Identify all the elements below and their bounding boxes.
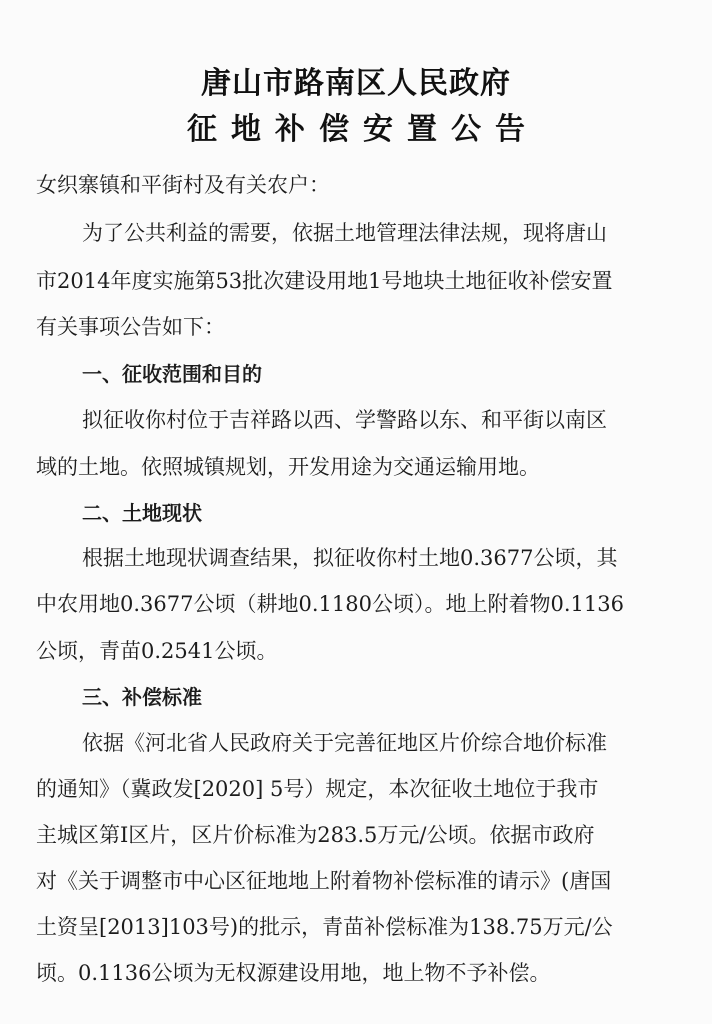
- section-body-line: 公顷，青苗0.2541公顷。: [36, 639, 278, 663]
- section-body-line: 的通知》（冀政发[2020] 5号）规定，本次征收土地位于我市: [36, 777, 599, 801]
- section-body-line: 拟征收你村位于吉祥路以西、学警路以东、和平街以南区: [82, 408, 607, 432]
- intro-line: 市2014年度实施第53批次建设用地1号地块土地征收补偿安置: [36, 269, 613, 293]
- section-body-line: 中农用地0.3677公顷（耕地0.1180公顷）。地上附着物0.1136: [36, 592, 624, 616]
- section-body-line: 顷。0.1136公顷为无权源建设用地，地上物不予补偿。: [36, 961, 551, 985]
- document-title-line-1: 唐山市路南区人民政府: [201, 66, 511, 101]
- section-body-line: 土资呈[2013]103号)的批示，青苗补偿标准为138.75万元/公: [36, 915, 613, 939]
- section-body-line: 根据土地现状调查结果，拟征收你村土地0.3677公顷，其: [82, 546, 618, 570]
- document-title-line-2: 征地补偿安置公告: [187, 112, 539, 147]
- addressee-line: 女织寨镇和平街村及有关农户：: [36, 173, 330, 197]
- section-body-line: 主城区第Ⅰ区片，区片价标准为283.5万元/公顷。依据市政府: [36, 823, 595, 847]
- section-body-line: 域的土地。依照城镇规划，开发用途为交通运输用地。: [36, 455, 540, 479]
- section-body-line: 依据《河北省人民政府关于完善征地区片价综合地价标准: [82, 731, 607, 755]
- intro-line: 为了公共利益的需要，依据土地管理法律法规，现将唐山: [82, 221, 607, 245]
- intro-line: 有关事项公告如下：: [36, 315, 225, 339]
- section-body-line: 对《关于调整市中心区征地地上附着物补偿标准的请示》(唐国: [36, 869, 612, 893]
- section-heading-scope: 一、征收范围和目的: [82, 362, 262, 386]
- section-heading-compensation: 三、补偿标准: [82, 685, 202, 709]
- section-heading-land-status: 二、土地现状: [82, 501, 202, 525]
